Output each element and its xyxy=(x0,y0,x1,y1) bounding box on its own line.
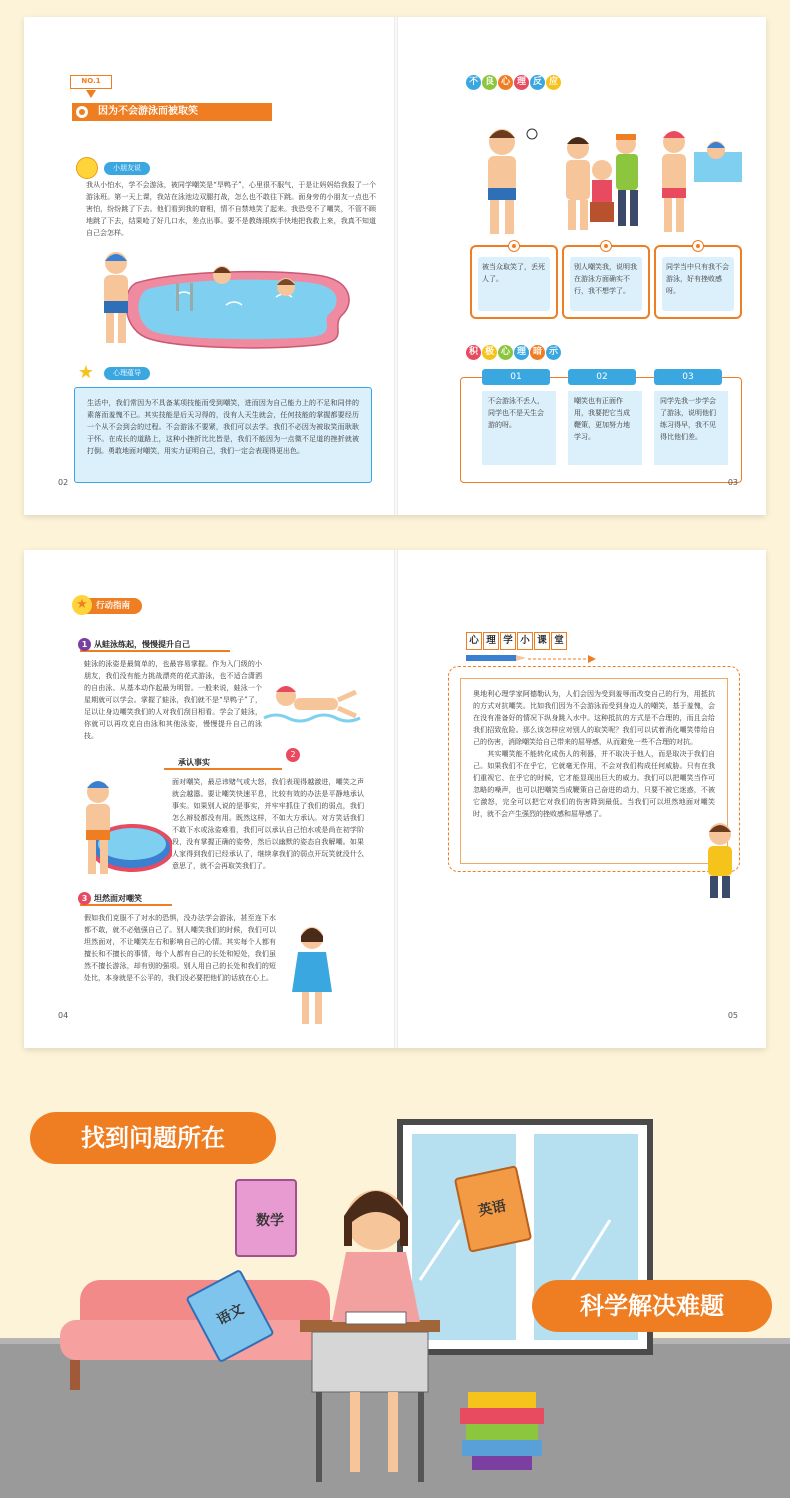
badge-solve-problem: 科学解决难题 xyxy=(532,1280,772,1332)
page-number: 04 xyxy=(58,1011,69,1020)
page-02 xyxy=(24,17,394,515)
psychology-guide-box xyxy=(74,387,372,483)
kid-says-label: 小朋友说 xyxy=(104,162,150,175)
title-char: 积 xyxy=(466,345,481,360)
girl-illustration xyxy=(282,920,342,1030)
title-char: 良 xyxy=(482,75,497,90)
bad-reaction-card-2 xyxy=(562,245,650,319)
section-heading-text: 承认事实 xyxy=(178,758,210,767)
positive-card-3 xyxy=(654,391,728,465)
bad-reaction-title xyxy=(466,69,562,90)
psychology-lesson-title xyxy=(466,628,568,650)
section-title-text: 因为不会游泳而被取笑 xyxy=(98,106,198,117)
section-1-text: 蛙泳的泳姿是最简单的，也最容易掌握。作为入门级的小朋友，我们没有能力挑战漂亮的花式游泳，也不适合潇洒的自由泳、从基本动作起最为明智。一般来说，蛙泳一个星期就可以学会。掌握了蛙泳，我们就不是“旱鸭子”了，足以让身边嘲笑我们的人对我们刮目相看。学会了蛙泳，你就可以再攻克自由泳和其他泳姿，慢慢提升自己的泳技。 xyxy=(84,660,262,740)
positive-text: 不会游泳不丢人，同学也不是天生会游的呀。 xyxy=(488,397,544,429)
swimming-pool-illustration xyxy=(116,265,356,349)
chinese-book-label: 语文 xyxy=(214,1301,247,1329)
target-icon xyxy=(76,106,88,118)
swimming-class-illustration xyxy=(654,122,744,237)
teacher-boy-illustration xyxy=(698,820,744,900)
title-char: 反 xyxy=(530,75,545,90)
arrow-down-icon xyxy=(86,90,96,98)
bad-reaction-text: 别人嘲笑我，说明我在游泳方面确实不行，我不想学了。 xyxy=(574,263,637,295)
section-heading-text: 坦然面对嘲笑 xyxy=(94,894,142,903)
section-heading-1 xyxy=(80,638,230,652)
title-char: 极 xyxy=(482,345,497,360)
title-char: 理 xyxy=(514,75,529,90)
title-char: 心 xyxy=(466,632,482,650)
action-guide-label xyxy=(74,598,142,614)
badge-find-problem: 找到问题所在 xyxy=(30,1112,276,1164)
lesson-text: 奥地利心理学家阿德勒认为，人们会因为受到羞辱而改变自己的行为，用抵抗的方式对抗嘲笑。比如我们因为不会游泳而受到身边人的嘲笑，基于羞愧，会在没有准备好的情况下纵身跳入水中。这种抵抗的方式是不合理的，而且会给我们招致危险。那么该怎样应对别人的取笑呢？我们可以试着消化嘲笑带给自己的伤害，消除嘲笑给自己带来的屈辱感，从而避免一些不合理的对抗。 其实嘲笑能不能转化成伤人的利器，并不取决于他人，而是取决于我们自己。如果我们不在乎它，它就毫无作用，不会对我们构成任何威胁。只有在我们重视它、在乎它的时候，它才能显现出巨大的威力。我们可以把嘲笑当作可忽略的噪声，也可以把嘲笑当成鞭策自己奋进的动力，只要不被它迷惑，不被它激怒，完全可以把它对我们的伤害降到最低。当我们可以坦然地面对嘲笑时，就不会产生强烈的挫败感和屈辱感了。 xyxy=(473,690,715,818)
pencil-icon xyxy=(466,654,526,662)
positive-card-2 xyxy=(568,391,642,465)
bullet-icon xyxy=(508,240,520,252)
stacked-books xyxy=(460,1392,544,1470)
title-char: 理 xyxy=(514,345,529,360)
section-heading-text: 从蛙泳练起，慢慢提升自己 xyxy=(94,640,190,649)
boy-at-pool-edge-illustration xyxy=(90,249,140,349)
number-tab: 03 xyxy=(654,369,722,385)
number-label: NO.1 xyxy=(70,75,112,89)
positive-text: 同学先我一步学会了游泳，说明他们练习得早，我不见得比他们差。 xyxy=(660,397,716,441)
positive-card-1 xyxy=(482,391,556,465)
page-number: 02 xyxy=(58,478,69,487)
page-number: 05 xyxy=(727,1011,738,1020)
bullet-icon xyxy=(600,240,612,252)
section-title xyxy=(72,103,272,121)
title-char: 学 xyxy=(500,632,516,650)
page-03 xyxy=(398,17,766,515)
book-spread-2 xyxy=(24,550,766,1048)
title-char: 暗 xyxy=(530,345,545,360)
bullet-icon xyxy=(692,240,704,252)
positive-suggestion-title xyxy=(466,339,562,360)
positive-text: 嘲笑也有正面作用，我要把它当成鞭策，更加努力地学习。 xyxy=(574,397,630,441)
bad-reaction-text: 同学当中只有我不会游泳，好有挫败感呀。 xyxy=(666,263,729,295)
number-tab: 02 xyxy=(568,369,636,385)
title-char: 小 xyxy=(517,632,533,650)
section-number: 3 xyxy=(78,892,91,905)
psychology-guide-label: 心理蕴导 xyxy=(104,367,150,380)
title-char: 堂 xyxy=(551,632,567,650)
section-heading-3 xyxy=(80,892,172,906)
title-char: 理 xyxy=(483,632,499,650)
star-icon: ★ xyxy=(72,595,92,615)
page-05 xyxy=(398,550,766,1048)
title-char: 心 xyxy=(498,75,513,90)
title-char: 心 xyxy=(498,345,513,360)
upset-boy-illustration xyxy=(472,122,542,237)
action-guide-text: 行动指南 xyxy=(96,601,131,611)
lesson-content-box xyxy=(460,678,728,864)
mascot-icon xyxy=(76,157,98,179)
bad-reaction-text: 被当众取笑了，丢死人了。 xyxy=(482,263,545,283)
page-number: 03 xyxy=(727,478,738,487)
title-char: 课 xyxy=(534,632,550,650)
book-spread-1 xyxy=(24,17,766,515)
arrow-right-icon xyxy=(528,654,598,664)
psychology-guide-text: 生活中，我们常因为不具备某项技能而受到嘲笑，进而因为自己能力上的不足和同伴的素落而羞愧不已。其实技能是后天习得的，没有人天生就会，任何技能的掌握都要经历一个从不会到会的过程。不会游泳不要紧，我们可以去学。我们不必因为被取笑而耿耿于怀。在成长的道路上，这种小挫折比比皆是，我们不能因为一点微不足道的挫折就被打倒。勇敢地面对嘲笑，用实力证明自己，我们一定会表现得更出色。 xyxy=(87,399,359,455)
bad-reaction-card-1 xyxy=(470,245,558,319)
laughing-kids-illustration xyxy=(558,122,648,237)
english-book-label: 英语 xyxy=(476,1198,508,1220)
section-3-text: 假如我们克服不了对水的恐惧，没办法学会游泳，甚至连下水都不敢，就不必勉强自己了。别人嘲笑我们的时候，我们可以坦然面对，不让嘲笑左右和影响自己的心情。其实每个人都有擅长和不擅长的事情，每个人都有自己的长处和短处，我们虽然不擅长游泳，却有别的强项。别人用自己的长处和我们的短处比，本身就是不公平的，我们没必要把他们的话放在心上。 xyxy=(84,914,276,982)
swimmer-illustration xyxy=(262,680,362,730)
section-number: 2 xyxy=(286,748,300,762)
section-number: 1 xyxy=(78,638,91,651)
number-tab: 01 xyxy=(482,369,550,385)
kid-story-text: 我从小怕水，学不会游泳，被同学嘲笑是“旱鸭子”，心里很不服气，于是让妈妈给我报了一个游泳班。第一天上课，我站在泳池边双腿打战，怎么也不敢往下跳。面身旁的小朋友一点也不害怕，纷纷跳了下去。他们看到我的窘相，情不自禁地笑了起来。我恐受不了嘲笑，不管不顾地跳了下去，结果呛了好几口水，差点出事。要不是教练眼疾手快地把我救上来，我真不知道自己会怎样。 xyxy=(86,181,376,237)
math-book-label: 数学 xyxy=(256,1213,284,1229)
title-char: 示 xyxy=(546,345,561,360)
title-char: 不 xyxy=(466,75,481,90)
star-icon: ★ xyxy=(77,362,95,383)
section-2-text: 面对嘲笑，最忌讳赌气或大怒，我们表现得越激进，嘲笑之声就会越嚣。要让嘲笑快速平息，比较有效的办法是平静地承认事实。如果别人说的是事实，并牢牢抓住了我们的弱点，我们怎么辩驳都没有用。既然这样，不如大方承认。对方笑话我们不敢下水或泳姿难看，我们可以承认自己怕水或是尚在初学阶段，没有掌握正确的姿势，然后以幽默的姿态自我解嘲。如果人家得到我们已经承认了，继续拿我们的弱点开玩笑就没什么意思了，就不会再取笑我们了。 xyxy=(172,778,364,870)
boy-by-pool-illustration xyxy=(76,778,172,882)
page-04 xyxy=(24,550,394,1048)
bad-reaction-card-3 xyxy=(654,245,742,319)
section-heading-2 xyxy=(164,756,282,770)
title-char: 应 xyxy=(546,75,561,90)
